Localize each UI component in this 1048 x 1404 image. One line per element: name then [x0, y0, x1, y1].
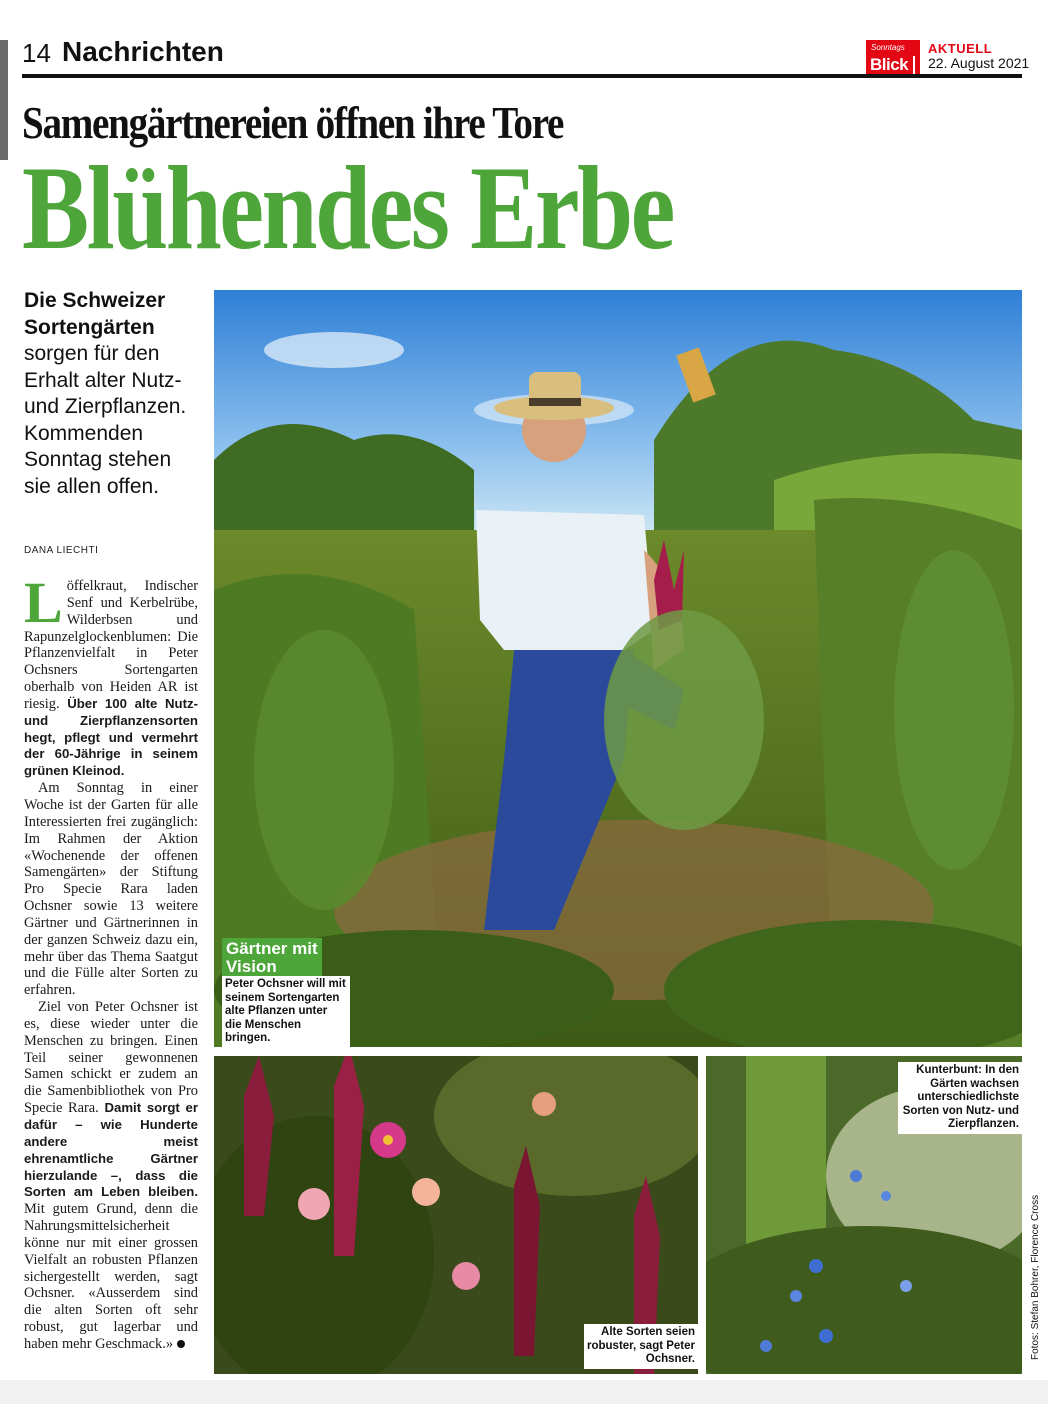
article-body — [24, 570, 198, 1353]
body-p3-end: Mit gutem Grund, denn die Nahrungsmittelsicherheit könne nur mit einer grossen Vielfalt an robusten Pflanzen sichergestellt werden, sagt Ochsner. «Ausserdem sind die alten Sorten oft sehr robust, gut lagerbar und haben mehr Geschmack.» — [24, 1201, 198, 1352]
issue-date: 22. August 2021 — [928, 55, 1030, 71]
body-p1-text: öffelkraut, Indischer Senf und Kerbelrübe, Wilderbsen und Rapunzelglockenblumen: Die Pflanzenvielfalt in Peter Ochsners Sortengarten oberhalb von Heiden AR ist riesig. — [24, 578, 198, 712]
page-number: 14 — [22, 38, 51, 68]
header-rule — [22, 74, 1022, 78]
lead-paragraph — [24, 288, 200, 500]
body-p1-bold: Über 100 alte Nutz- und Zierpflanzensorten hegt, pflegt und vermehrt der 60-Jährige in seinem grünen Kleinod. — [24, 695, 198, 779]
kicker-headline: Samengärtnereien öffnen ihre Tore — [22, 97, 564, 148]
page-bottom-shade — [0, 1380, 1048, 1404]
logo-small-text: Sonntags — [871, 43, 905, 52]
author-byline: DANA LIECHTI — [24, 545, 99, 556]
sonntagsblick-logo — [866, 40, 920, 78]
logo-big-text: Blick — [870, 55, 909, 74]
main-photo-gardener — [214, 290, 1022, 1047]
main-headline: Blühendes Erbe — [22, 141, 673, 274]
body-p3-text: Ziel von Peter Ochsner ist es, diese wieder unter die Menschen zu bringen. Einen Teil seiner gewonnenen Samen schickt er zudem an die Samenbibliothek von Pro Specie Rara. — [24, 999, 198, 1117]
main-photo-illustration — [214, 290, 1022, 1047]
main-caption-text: Peter Ochsner will mit seinem Sortengarten alte Pflanzen unter die Menschen bringen. — [222, 976, 350, 1048]
body-paragraph-2: Am Sonntag in einer Woche ist der Garten für alle Interessierten frei zugänglich: Im Rahmen der Aktion «Wochenende der offenen Samengärten» der Stiftung Pro Specie Rara laden Ochsner sowie 13 weitere Gärtner und Gärtnerinnen in der ganzen Schweiz dazu ein, mehr über das Thema Saatgut und die Fülle alter Sorten zu erfahren. — [24, 780, 198, 999]
bottom-right-caption: Kunterbunt: In den Gärten wachsen unterschiedlichste Sorten von Nutz- und Zierpflanzen. — [898, 1062, 1022, 1134]
bottom-left-caption: Alte Sorten seien robuster, sagt Peter Ochsner. — [584, 1324, 698, 1369]
page-edge-bar — [0, 40, 8, 160]
body-p3-bold: Damit sorgt er dafür – wie Hunderte andere meist ehrenamtliche Gärtner hierzulande –, dass die Sorten am Leben bleiben. — [24, 1100, 198, 1200]
lead-bold: Die Schweizer Sortengärten — [24, 289, 166, 339]
body-paragraph-3 — [24, 999, 198, 1353]
section-title: Nachrichten — [62, 36, 224, 67]
drop-cap: L — [24, 570, 63, 635]
lead-text: sorgen für den Erhalt alter Nutz- und Zierpflanzen. Kommenden Sonntag stehen sie allen offen. — [24, 342, 187, 498]
body-paragraph-1 — [24, 570, 198, 780]
photo-credit: Fotos: Stefan Bohrer, Florence Cross — [1030, 1194, 1041, 1360]
logo-bar — [913, 56, 915, 74]
section-label: AKTUELL — [928, 41, 993, 56]
main-caption-title: Gärtner mit Vision — [222, 938, 322, 978]
end-mark — [177, 1340, 185, 1348]
